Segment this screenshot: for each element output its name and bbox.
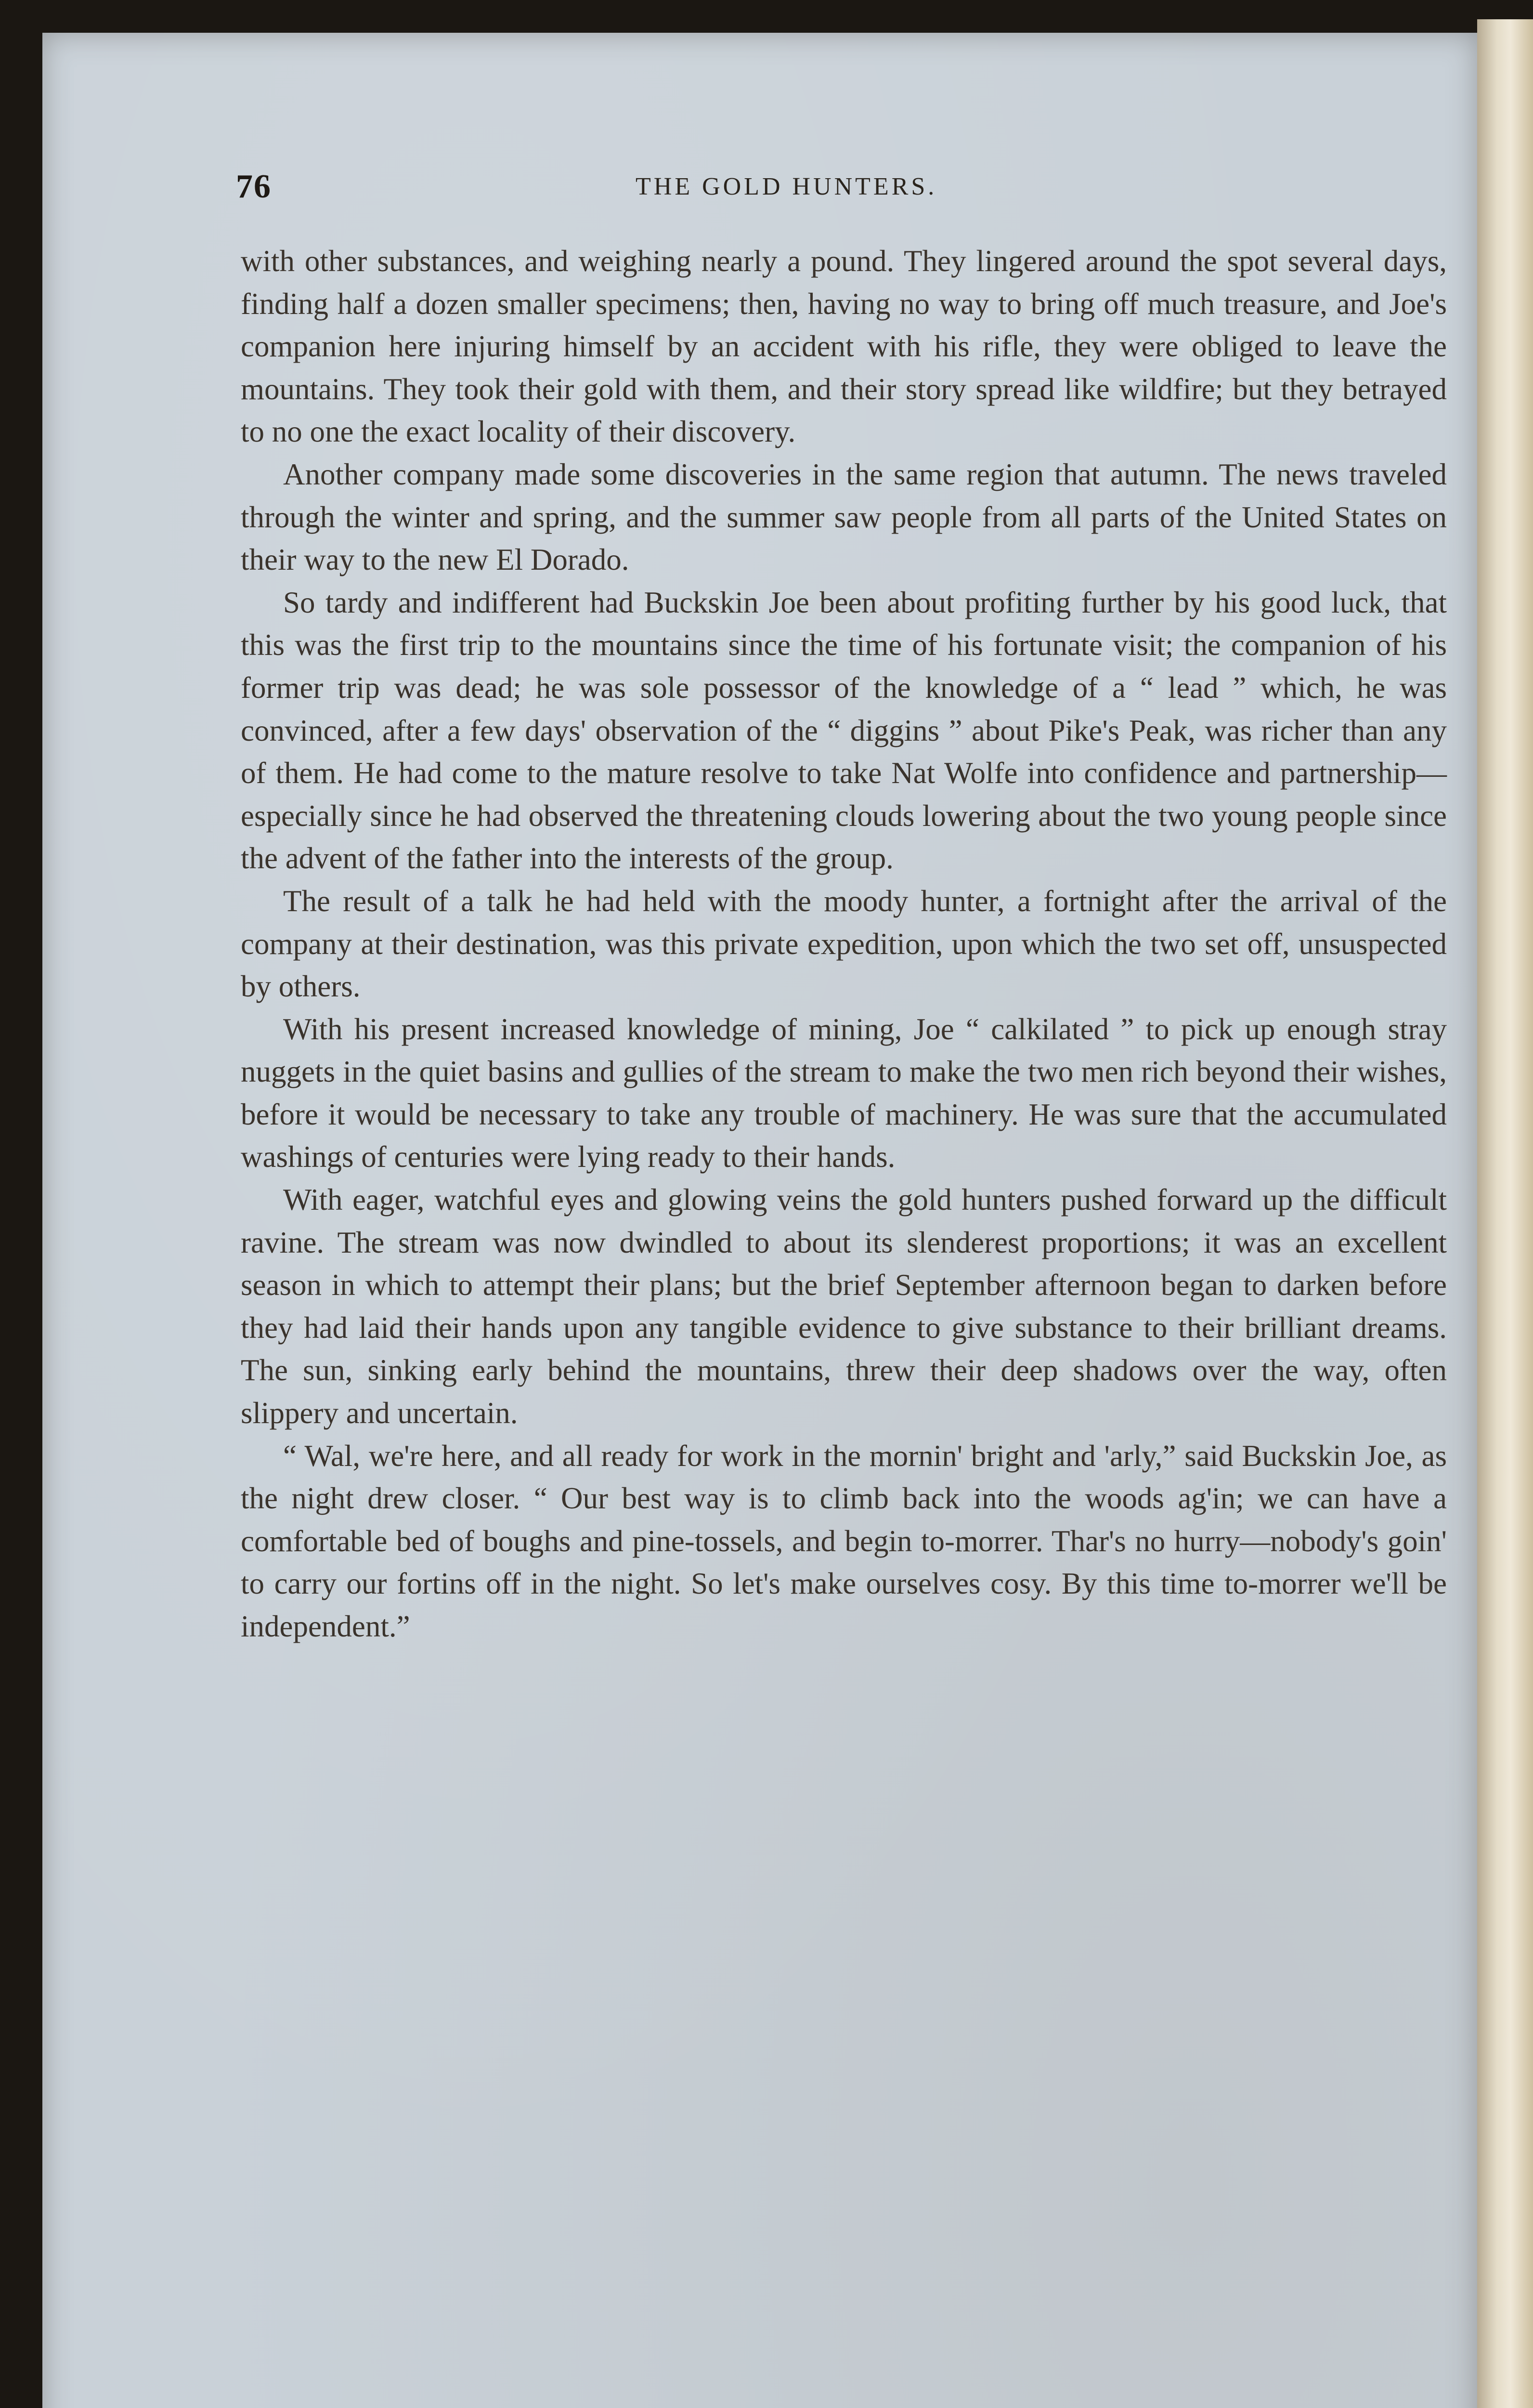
paragraph: With his present increased knowledge of mining, Joe “ calkilated ” to pick up enough stray nuggets in the quiet basins and gullies of the stream to make the two men rich beyond their wishes, before it would be necessary to take any trouble of machinery. He was sure that the accumulated washings of centuries were lying ready to their hands. <box>241 1012 1447 1174</box>
running-title: THE GOLD HUNTERS. <box>636 173 937 200</box>
running-head <box>236 168 1459 206</box>
paragraph: So tardy and indifferent had Buckskin Joe been about profiting further by his good luck, that this was the first trip to the mountains since the time of his fortunate visit; the companion of his former trip was dead; he was sole possessor of the knowledge of a “ lead ” which, he was convinced, after a few days' observation of the “ diggins ” about Pike's Peak, was richer than any of them. He had come to the mature resolve to take Nat Wolfe into confidence and partnership—especially since he had observed the threatening clouds lowering about the two young people since the advent of the father into the interests of the group. <box>241 585 1447 876</box>
paragraph: Another company made some discoveries in the same region that autumn. The news traveled through the winter and spring, and the summer saw people from all parts of the United States on their way to the new El Dorado. <box>241 457 1447 577</box>
body-text <box>241 240 1447 1648</box>
paragraph: “ Wal, we're here, and all ready for work in the mornin' bright and 'arly,” said Buckskin Joe, as the night drew closer. “ Our best way is to climb back into the woods ag'in; we can have a comfortable bed of boughs and pine-tossels, and begin to-morrer. Thar's no hurry—nobody's goin' to carry our fortins off in the night. So let's make ourselves cosy. By this time to-morrer we'll be independent.” <box>241 1439 1447 1643</box>
paragraph: with other substances, and weighing nearly a pound. They lingered around the spot several days, finding half a dozen smaller specimens; then, having no way to bring off much treasure, and Joe's companion here injuring himself by an accident with his rifle, they were obliged to leave the mountains. They took their gold with them, and their story spread like wildfire; but they betrayed to no one the exact locality of their discovery. <box>241 244 1447 449</box>
page-number: 76 <box>236 168 272 205</box>
page-edge <box>1477 19 1533 2408</box>
paragraph: With eager, watchful eyes and glowing veins the gold hunters pushed forward up the difficult ravine. The stream was now dwindled to about its slenderest proportions; it was an excellent season in which to attempt their plans; but the brief September afternoon began to darken before they had laid their hands upon any tangible evidence to give substance to their brilliant dreams. The sun, sinking early behind the mountains, threw their deep shadows over the way, often slippery and uncertain. <box>241 1183 1447 1430</box>
paragraph: The result of a talk he had held with the moody hunter, a fortnight after the arrival of the company at their destination, was this private expedition, upon which the two set off, unsuspected by others. <box>241 884 1447 1004</box>
